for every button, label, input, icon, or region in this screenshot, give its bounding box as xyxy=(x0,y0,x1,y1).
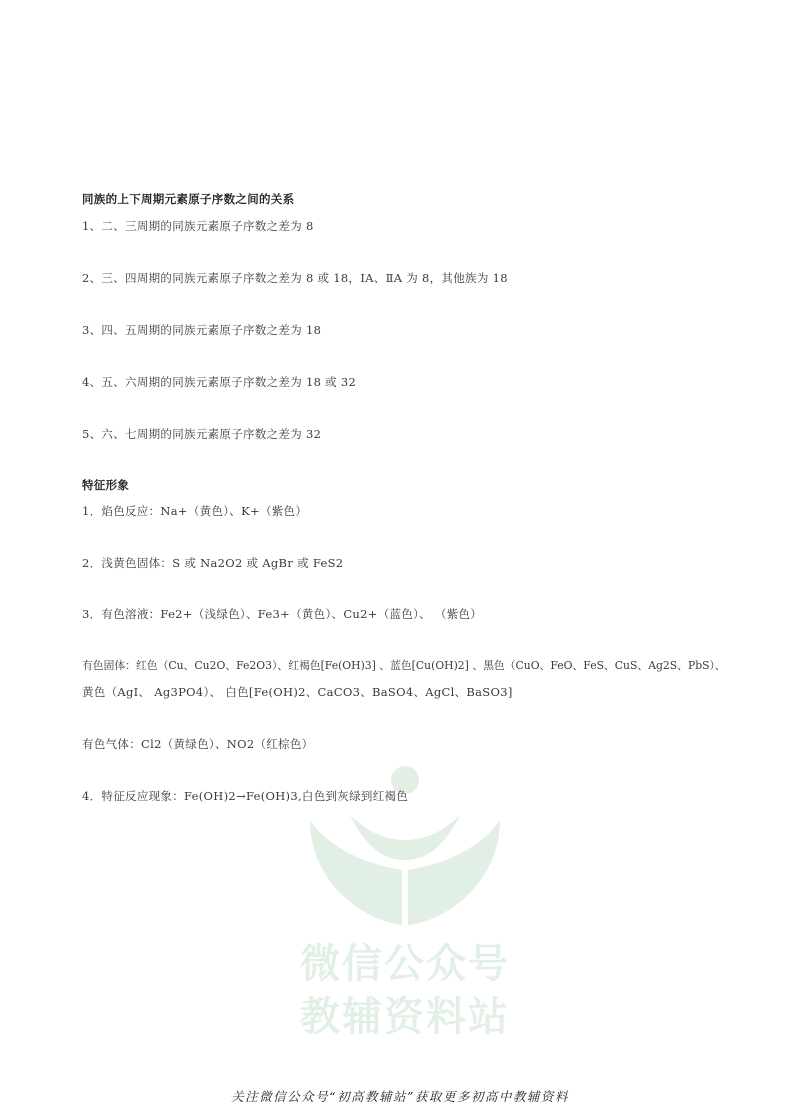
text-line: 1．焰色反应：Na+（黄色）、K+（紫色） xyxy=(82,504,308,518)
section-heading-features: 特征形象 xyxy=(82,478,130,492)
watermark-logo-icon xyxy=(290,760,520,930)
text-line: 4．特征反应现象：Fe(OH)2→Fe(OH)3,白色到灰绿到红褐色 xyxy=(82,789,409,803)
text-line: 2．浅黄色固体：S 或 Na2O2 或 AgBr 或 FeS2 xyxy=(82,556,344,570)
watermark-line-1: 微信公众号 xyxy=(300,941,510,987)
text-line: 5、六、七周期的同族元素原子序数之差为 32 xyxy=(82,427,322,441)
text-line: 3．有色溶液：Fe2+（浅绿色）、Fe3+（黄色）、Cu2+（蓝色）、 （紫色） xyxy=(82,607,483,621)
text-line: 有色固体：红色（Cu、Cu2O、Fe2O3）、红褐色[Fe(OH)3] 、蓝色[Cu(OH)2] 、黑色（CuO、FeO、FeS、CuS、Ag2S、PbS）、 xyxy=(82,659,726,672)
watermark xyxy=(290,760,520,1040)
text-line: 4、五、六周期的同族元素原子序数之差为 18 或 32 xyxy=(82,375,357,389)
footer-note: 关注微信公众号“初高教辅站”获取更多初高中教辅资料 xyxy=(231,1089,569,1104)
text-line: 1、二、三周期的同族元素原子序数之差为 8 xyxy=(82,219,314,233)
section-heading-periods: 同族的上下周期元素原子序数之间的关系 xyxy=(82,192,295,206)
text-line: 3、四、五周期的同族元素原子序数之差为 18 xyxy=(82,323,322,337)
text-line: 黄色（AgI、 Ag3PO4）、 白色[Fe(OH)2、CaCO3、BaSO4、AgCl、BaSO3] xyxy=(82,685,513,699)
text-line: 2、三、四周期的同族元素原子序数之差为 8 或 18，ⅠA、ⅡA 为 8，其他族为 18 xyxy=(82,271,508,285)
text-line: 有色气体：Cl2（黄绿色）、NO2（红棕色） xyxy=(82,737,314,751)
watermark-line-2: 教辅资料站 xyxy=(300,994,510,1040)
